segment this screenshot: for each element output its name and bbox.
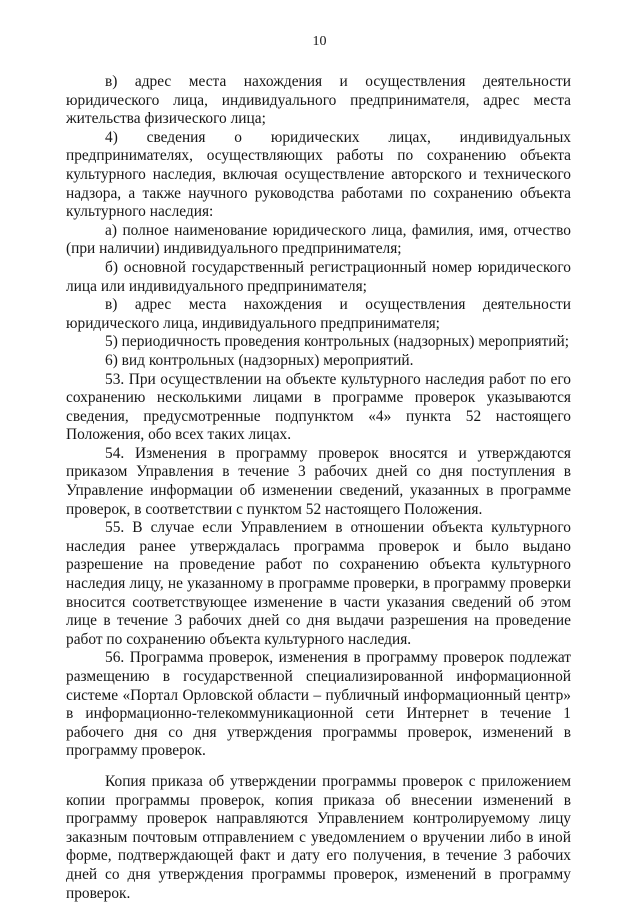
paragraph-53: 53. При осуществлении на объекте культурного наследия работ по его сохранению несколькими лицами в программе проверок указываются сведения, предусмотренные подпунктом «4» пункта 52 настоящего Положения, обо всех таких лицах. (66, 370, 571, 444)
paragraph-item-4: 4) сведения о юридических лицах, индивидуальных предпринимателях, осуществляющих работы по сохранению объекта культурного наследия, включая осуществление авторского и технического надзора, а также научного руководства работами по сохранению объекта культурного наследия: (66, 128, 571, 221)
paragraph-order-copy: Копия приказа об утверждении программы проверок с приложением копии программы проверок, копия приказа об внесении изменений в программу проверок направляются Управлением контролируемому лицу заказным почтовым отправлением с уведомлением о вручении либо в иной форме, подтверждающей факт и дату его получения, в течение 3 рабочих дней со дня утверждения программы проверок, изменений в программу проверок. (66, 772, 571, 902)
paragraph-item-5: 5) периодичность проведения контрольных (надзорных) мероприятий; (105, 333, 570, 351)
paragraph-54: 54. Изменения в программу проверок вносятся и утверждаются приказом Управления в течение 3 рабочих дней со дня поступления в Управление информации об изменении сведений, указанных в программе проверок, в соответствии с пунктом 52 настоящего Положения. (66, 444, 571, 518)
paragraph-56: 56. Программа проверок, изменения в программу проверок подлежат размещению в государственной специализированной информационной системе «Портал Орловской области – публичный информационный центр» в информационно-телекоммуникационной сети Интернет в течение 1 рабочего дня со дня утверждения программы проверок, изменений в программу проверок. (66, 649, 571, 760)
page-number: 10 (312, 34, 327, 49)
paragraph-item-4v: в) адрес места нахождения и осуществления деятельности юридического лица, индивидуального предпринимателя; (66, 296, 571, 332)
document-body (66, 73, 571, 903)
paragraph-item-4b: б) основной государственный регистрационный номер юридического лица или индивидуального предпринимателя; (66, 258, 571, 295)
paragraph-item-4a: а) полное наименование юридического лица, фамилия, имя, отчество (при наличии) индивидуального предпринимателя; (66, 221, 571, 258)
paragraph-55: 55. В случае если Управлением в отношении объекта культурного наследия ранее утверждалась программа проверок и было выдано разрешение на проведение работ по сохранению объекта культурного наследия лицу, не указанному в программе проверки, в программу проверки вносится соответствующее изменение в части указания сведений об этом лице в течение 3 рабочих дней со дня выдачи разрешения на проведение работ по сохранению объекта культурного наследия. (66, 519, 571, 648)
paragraph-item-6: 6) вид контрольных (надзорных) мероприятий. (105, 351, 414, 369)
paragraph-address-item-v: в) адрес места нахождения и осуществления деятельности юридического лица, индивидуального предпринимателя, адрес места жительства физического лица; (66, 73, 571, 128)
